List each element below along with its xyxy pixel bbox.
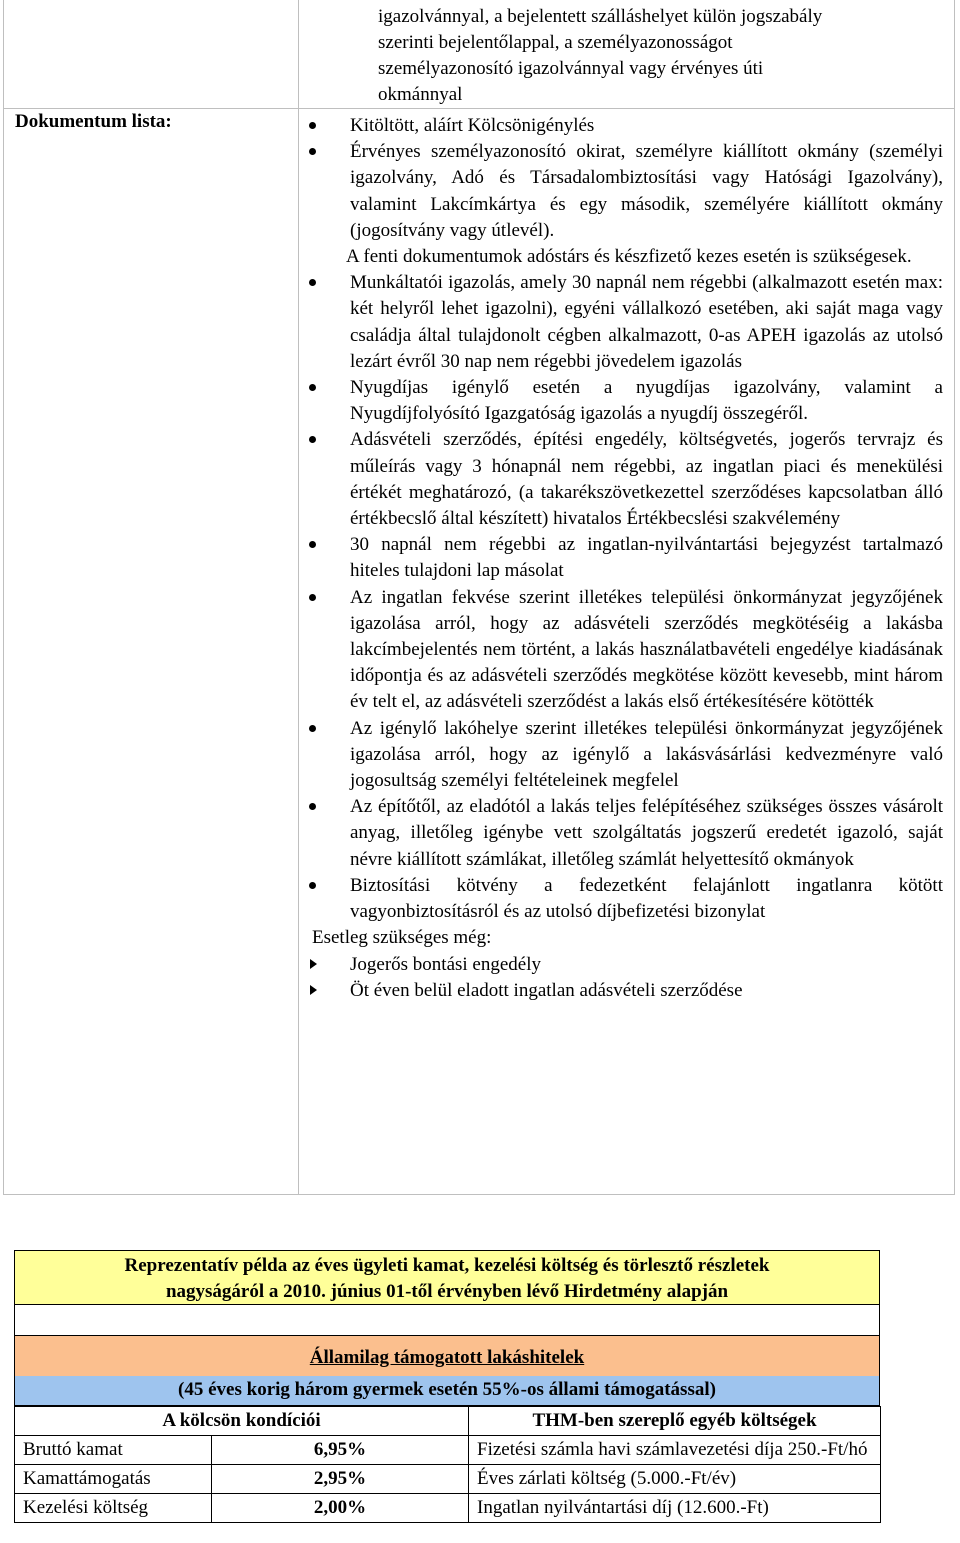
list-item: 30 napnál nem régebbi az ingatlan-nyilvántartási bejegyzést tartalmazó hiteles tulajdoni lap másolat [303,532,943,584]
list-item: Biztosítási kötvény a fedezetként felajánlott ingatlanra kötött vagyonbiztosításról és az utolsó díjbefizetési bizonylat [303,873,943,925]
continuation-line: okmánnyal [378,84,463,105]
bullet-icon [309,148,316,155]
rep-line: nagyságáról a 2010. június 01-től érvényben lévő Hirdetmény alapján [165,1281,729,1302]
bullet-icon [309,803,316,810]
row-cost: Ingatlan nyilvántartási díj (12.600.-Ft) [469,1494,881,1523]
continuation-line: szerinti bejelentőlappal, a személyazonosságot [378,32,733,53]
list-note: A fenti dokumentumok adóstárs és készfizető kezes esetén is szükségesek. [346,246,912,268]
row-label: Kamattámogatás [15,1465,212,1494]
arrow-bullet-icon [310,985,317,995]
row-value: 2,95% [212,1465,469,1494]
continuation-line: igazolvánnyal, a bejelentett szálláshelyet külön jogszabály [378,6,823,27]
row-label: Bruttó kamat [15,1436,212,1465]
list-item: Nyugdíjas igénylő esetén a nyugdíjas igazolvány, valamint a Nyugdíjfolyósító Igazgatóság igazolás a nyugdíj összegéről. [303,375,943,427]
document-list [303,113,943,1004]
document-list-label: Dokumentum lista: [15,111,172,132]
continuation-line: személyazonosító igazolvánnyal vagy érvényes úti [378,58,764,79]
bullet-icon [309,384,316,391]
bullet-icon [309,594,316,601]
row-cost: Fizetési számla havi számlavezetési díja 250.-Ft/hó [469,1436,881,1465]
representative-example-heading [14,1250,880,1305]
row-cost: Éves zárlati költség (5.000.-Ft/év) [469,1465,881,1494]
col-header-conditions: A kölcsön kondíciói [15,1407,469,1436]
empty-row [14,1305,880,1336]
list-item: Az ingatlan fekvése szerint illetékes települési önkormányzat jegyzőjének igazolása arról, hogy az adásvételi szerződés megkötéséig a lakásba lakcímbejelentés nem történt, a lakás használatbavételi engedélye kiadásának időpontja és az adásvételi szerződés megkötése között kevesebb, mint három év telt el, az adásvételi szerződést a lakás első értékesítésére kötötték [303,585,943,716]
bullet-icon [309,882,316,889]
bullet-icon [309,541,316,548]
table-row [15,1494,881,1523]
extra-item: Jogerős bontási engedély [303,952,943,978]
row-value: 2,00% [212,1494,469,1523]
table-header-row [15,1407,881,1436]
row-divider [4,108,954,109]
bullet-icon [309,122,316,129]
list-item: Az építőtől, az eladótól a lakás teljes felépítéséhez szükséges összes vásárolt anyag, illetőleg igénybe vett szolgáltatás jogszerű eredetét igazoló, saját névre kiállított számlákat, illetőleg számlát helyettesítő okmányok [303,794,943,873]
loan-conditions-table [14,1406,881,1523]
loan-title: Államilag támogatott lakáshitelek [309,1347,585,1368]
row-value: 6,95% [212,1436,469,1465]
bullet-icon [309,725,316,732]
table-row [15,1465,881,1494]
bullet-icon [309,436,316,443]
extra-item: Öt éven belül eladott ingatlan adásvételi szerződése [303,978,943,1004]
rep-line: Reprezentatív példa az éves ügyleti kamat, kezelési költség és törlesztő részletek [124,1255,770,1276]
list-item: Munkáltatói igazolás, amely 30 napnál nem régebbi (alkalmazott esetén max: két helyről lehet igazolni), egyéni vállalkozó esetében, aki saját maga vagy családja által tulajdonolt cégben alkalmazott, 0-as APEH igazolás az utolsó lezárt évről 30 nap nem régebbi jövedelem igazolás [303,270,943,375]
col-header-costs: THM-ben szereplő egyéb költségek [469,1407,881,1436]
loan-subtitle: (45 éves korig három gyermek esetén 55%-os állami támogatással) [15,1376,879,1405]
column-divider [298,0,299,1194]
bullet-icon [309,279,316,286]
arrow-bullet-icon [310,959,317,969]
loan-header [14,1336,880,1406]
list-item: Érvényes személyazonosító okirat, személyre kiállított okmány (személyi igazolvány, Adó és Társadalombiztosítási vagy Hatósági Igazolvány), valamint Lakcímkártya és egy második, személyére kiállított okmány (jogosítvány vagy útlevél). [303,139,943,244]
table-row [15,1436,881,1465]
row-label: Kezelési költség [15,1494,212,1523]
continuation-text [378,4,938,108]
list-item: Adásvételi szerződés, építési engedély, költségvetés, jogerős tervrajz és műleírás vagy 3 hónapnál nem régebbi, az ingatlan piaci és menekülési értékét meghatározó, (a takarékszövetkezettel szerződéses kapcsolatban álló értékbecslő által készített) hivatalos Értékbecslési szakvélemény [303,427,943,532]
extra-heading: Esetleg szükséges még: [312,927,492,949]
list-item: Az igénylő lakóhelye szerint illetékes települési önkormányzat jegyzőjének igazolása arról, hogy az igénylő a lakásvásárlási kedvezményre való jogosultság személyi feltételeinek megfelel [303,716,943,795]
list-item: Kitöltött, aláírt Kölcsönigénylés [303,113,943,139]
